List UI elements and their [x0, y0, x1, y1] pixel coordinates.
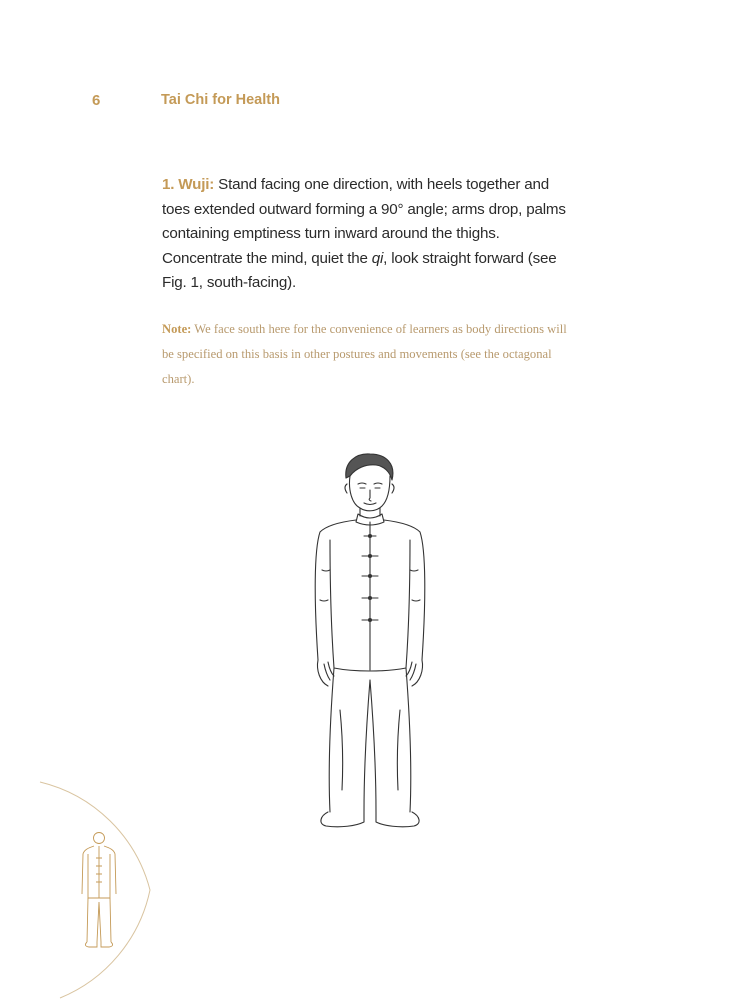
section-term: 1. Wuji:	[162, 176, 215, 193]
thumbnail-figure	[78, 830, 120, 950]
figure-wuji-posture	[300, 450, 440, 840]
note-text: We face south here for the convenience of learners as body directions will be specified on this basis in other postures and movements (see the octagonal chart).	[162, 322, 567, 386]
note-label: Note:	[162, 322, 192, 336]
section-paragraph	[162, 173, 572, 296]
running-head: Tai Chi for Health	[161, 92, 280, 108]
section-text-part1: Stand facing one direction, with heels together and toes extended outward forming a 90° angle; arms drop, palms containing emptiness turn inward around the thighs. Concentrate the mind, quiet the	[162, 176, 566, 267]
note-paragraph	[162, 317, 572, 392]
section-text-part2: , look straight forward (see Fig. 1, south-facing).	[162, 249, 557, 292]
page-number: 6	[92, 92, 101, 109]
section-text-italic: qi	[371, 249, 384, 267]
